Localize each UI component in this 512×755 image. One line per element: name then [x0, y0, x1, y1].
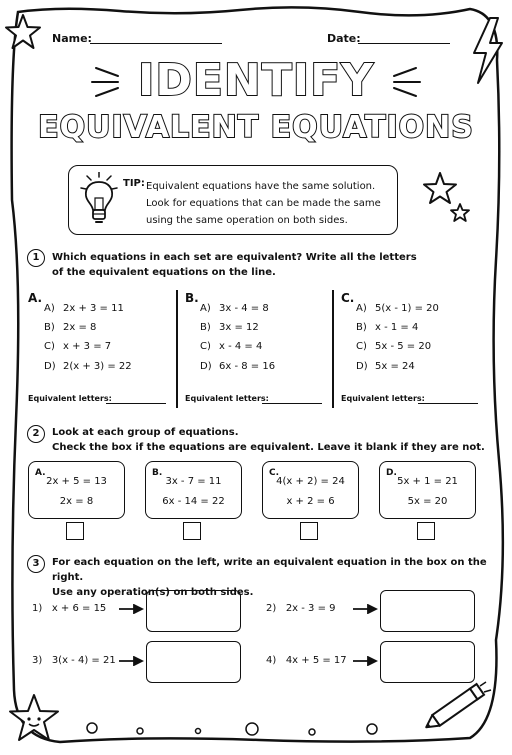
answer-box-4[interactable] [380, 641, 475, 683]
name-line[interactable] [90, 43, 222, 44]
group-b-box: B. 3x - 7 = 11 6x - 14 = 22 [145, 461, 242, 519]
arrow-right-icon [352, 656, 378, 666]
answer-box-2[interactable] [380, 590, 475, 632]
set-b-label: B. [185, 291, 199, 305]
set-a-option-a: A) 2x + 3 = 11 [44, 303, 124, 314]
set-c-label: C. [341, 291, 355, 305]
problem-1: 1) x + 6 = 15 [32, 603, 107, 614]
problem-3: 3) 3(x - 4) = 21 [32, 655, 116, 666]
date-label: Date: [327, 32, 361, 45]
column-divider [176, 290, 178, 408]
name-label: Name: [52, 32, 92, 45]
set-b-option-a: A) 3x - 4 = 8 [200, 303, 269, 314]
question-number-1: 1 [27, 249, 45, 267]
question-number-2: 2 [27, 425, 45, 443]
problem-2: 2) 2x - 3 = 9 [266, 603, 336, 614]
decorative-circles [60, 718, 450, 742]
date-line[interactable] [358, 43, 450, 44]
set-b-option-b: B) 3x = 12 [200, 322, 259, 333]
page-title: IDENTIFY [137, 55, 375, 106]
column-divider [332, 290, 334, 408]
set-c-option-a: A) 5(x - 1) = 20 [356, 303, 439, 314]
question-2-prompt: Look at each group of equations. Check the box if the equations are equivalent. Leave it blank if they are not. [52, 427, 485, 453]
question-number-3: 3 [27, 555, 45, 573]
set-c-option-d: D) 5x = 24 [356, 361, 415, 372]
set-a-option-b: B) 2x = 8 [44, 322, 97, 333]
set-c-option-c: C) 5x - 5 = 20 [356, 341, 432, 352]
tip-label: TIP: [123, 178, 145, 189]
set-b-answer-label: Equivalent letters: [185, 394, 269, 403]
stars-icon [420, 170, 476, 226]
set-b-option-d: D) 6x - 8 = 16 [200, 361, 276, 372]
smiling-star-icon [6, 692, 62, 750]
set-c-option-b: B) x - 1 = 4 [356, 322, 419, 333]
set-c-answer-line[interactable] [418, 403, 478, 404]
set-a-answer-label: Equivalent letters: [28, 394, 112, 403]
group-a-checkbox[interactable] [66, 522, 84, 540]
star-icon [3, 12, 43, 52]
arrow-right-icon [352, 604, 378, 614]
group-c-box: C. 4(x + 2) = 24 x + 2 = 6 [262, 461, 359, 519]
group-d-checkbox[interactable] [417, 522, 435, 540]
set-b-option-c: C) x - 4 = 4 [200, 341, 263, 352]
group-b-checkbox[interactable] [183, 522, 201, 540]
answer-box-3[interactable] [146, 641, 241, 683]
set-c-answer-label: Equivalent letters: [341, 394, 425, 403]
set-a-answer-line[interactable] [106, 403, 166, 404]
lightbulb-icon [79, 172, 119, 228]
group-a-box: A. 2x + 5 = 13 2x = 8 [28, 461, 125, 519]
set-a-option-d: D) 2(x + 3) = 22 [44, 361, 132, 372]
set-a-label: A. [28, 291, 43, 305]
arrow-right-icon [118, 604, 144, 614]
page-subtitle: EQUIVALENT EQUATIONS [38, 110, 474, 145]
group-c-checkbox[interactable] [300, 522, 318, 540]
tip-box [68, 165, 398, 235]
question-1-prompt: Which equations in each set are equivalent? Write all the letters of the equivalent equations on the line. [52, 252, 417, 278]
set-a-option-c: C) x + 3 = 7 [44, 341, 112, 352]
set-b-answer-line[interactable] [262, 403, 322, 404]
tip-text: Equivalent equations have the same solution. Look for equations that can be made the same using the same operation on both sides. [146, 181, 381, 226]
group-d-box: D. 5x + 1 = 21 5x = 20 [379, 461, 476, 519]
question-3-prompt: For each equation on the left, write an equivalent equation in the box on the right. Use any operation(s) on both sides. [52, 557, 487, 598]
problem-4: 4) 4x + 5 = 17 [266, 655, 347, 666]
answer-box-1[interactable] [146, 590, 241, 632]
arrow-right-icon [118, 656, 144, 666]
